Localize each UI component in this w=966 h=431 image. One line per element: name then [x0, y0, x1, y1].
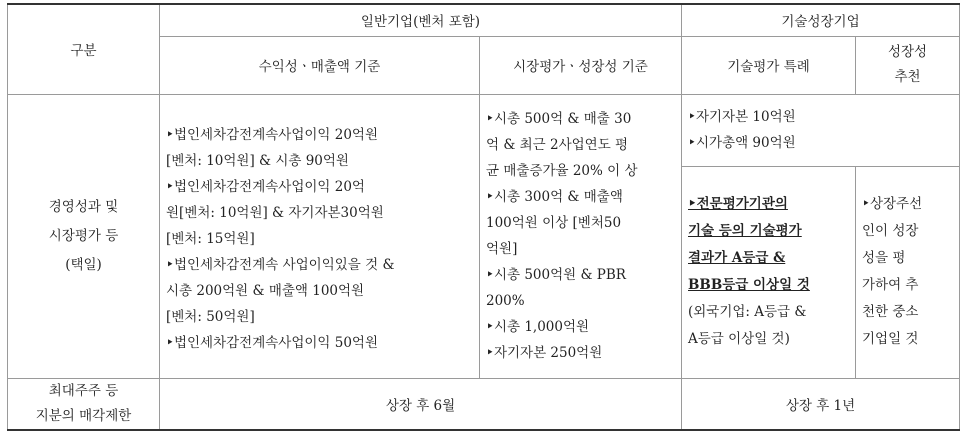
criteria-line: 시총 200억원 & 매출액 100억원	[166, 283, 365, 299]
tech-capital-criteria-cell	[682, 94, 960, 166]
criteria-line: 인이 성장	[862, 223, 919, 239]
general-company-header: 일반기업(벤처 포함)	[160, 4, 682, 36]
tech-evaluation-header: 기술평가 특례	[682, 36, 856, 94]
category-header: 구분	[8, 4, 160, 94]
growth-recommendation-header: 성장성 추천	[856, 36, 960, 94]
criteria-line: [벤처: 15억원]	[166, 231, 255, 247]
criteria-line: 균 매출증가율 20% 이 상	[486, 163, 638, 179]
tech-restriction-value: 상장 후 1년	[682, 378, 960, 430]
market-growth-criteria-cell	[480, 94, 682, 378]
criteria-line-emphasis: BBB등급 이상일 것	[688, 277, 810, 293]
criteria-line: ‣법인세차감전계속사업이익 20억	[166, 179, 365, 195]
criteria-line: 가하여 추	[862, 277, 919, 293]
criteria-line: [벤처: 50억원]	[166, 309, 255, 325]
criteria-line: ‣자기자본 10억원	[688, 109, 796, 125]
criteria-line: ‣법인세차감전계속사업이익 50억원	[166, 335, 379, 351]
criteria-line: 원[벤처: 10억원] & 자기자본30억원	[166, 205, 384, 221]
general-restriction-value: 상장 후 6월	[160, 378, 682, 430]
profitability-criteria-cell	[160, 94, 480, 378]
criteria-line: ‣법인세차감전계속사업이익 20억원	[166, 127, 379, 143]
criteria-line: 억 & 최근 2사업연도 평	[486, 137, 629, 153]
criteria-line-emphasis: ‣전문평가기관의	[688, 196, 788, 212]
performance-label: 경영성과 및 시장평가 등 (택일)	[8, 94, 160, 378]
criteria-line: 200%	[486, 293, 525, 309]
criteria-line: 기업일 것	[862, 331, 919, 347]
criteria-line: 100억원 이상 [벤처50	[486, 215, 622, 231]
criteria-line-emphasis: 기술 등의 기술평가	[688, 223, 802, 239]
criteria-line: ‣상장주선	[862, 196, 923, 212]
criteria-line: ‣시총 500억 & 매출 30	[486, 111, 632, 127]
share-sale-restriction-label: 최대주주 등 지분의 매각제한	[8, 378, 160, 430]
criteria-line: 천한 중소	[862, 304, 919, 320]
criteria-line: ‣자기자본 250억원	[486, 345, 603, 361]
listing-requirements-table	[7, 3, 960, 431]
criteria-line: ‣시가총액 90억원	[688, 135, 796, 151]
market-growth-criteria-header: 시장평가ㆍ성장성 기준	[480, 36, 682, 94]
tech-growth-company-header: 기술성장기업	[682, 4, 960, 36]
criteria-line: 성을 평	[862, 250, 906, 266]
criteria-line: ‣법인세차감전계속 사업이익있을 것 &	[166, 257, 395, 273]
criteria-line: ‣시총 1,000억원	[486, 319, 590, 335]
tech-evaluation-criteria-cell	[682, 166, 856, 378]
criteria-line-emphasis: 결과가 A등급 &	[688, 250, 786, 266]
criteria-line: ‣시총 500억원 & PBR	[486, 267, 626, 283]
criteria-note: (외국기업: A등급 &	[688, 304, 807, 320]
criteria-line: 억원]	[486, 241, 518, 257]
profitability-criteria-header: 수익성ㆍ매출액 기준	[160, 36, 480, 94]
criteria-note: A등급 이상일 것)	[688, 331, 790, 347]
criteria-line: ‣시총 300억 & 매출액	[486, 189, 623, 205]
criteria-line: [벤처: 10억원] & 시총 90억원	[166, 153, 349, 169]
growth-recommendation-cell	[856, 166, 960, 378]
